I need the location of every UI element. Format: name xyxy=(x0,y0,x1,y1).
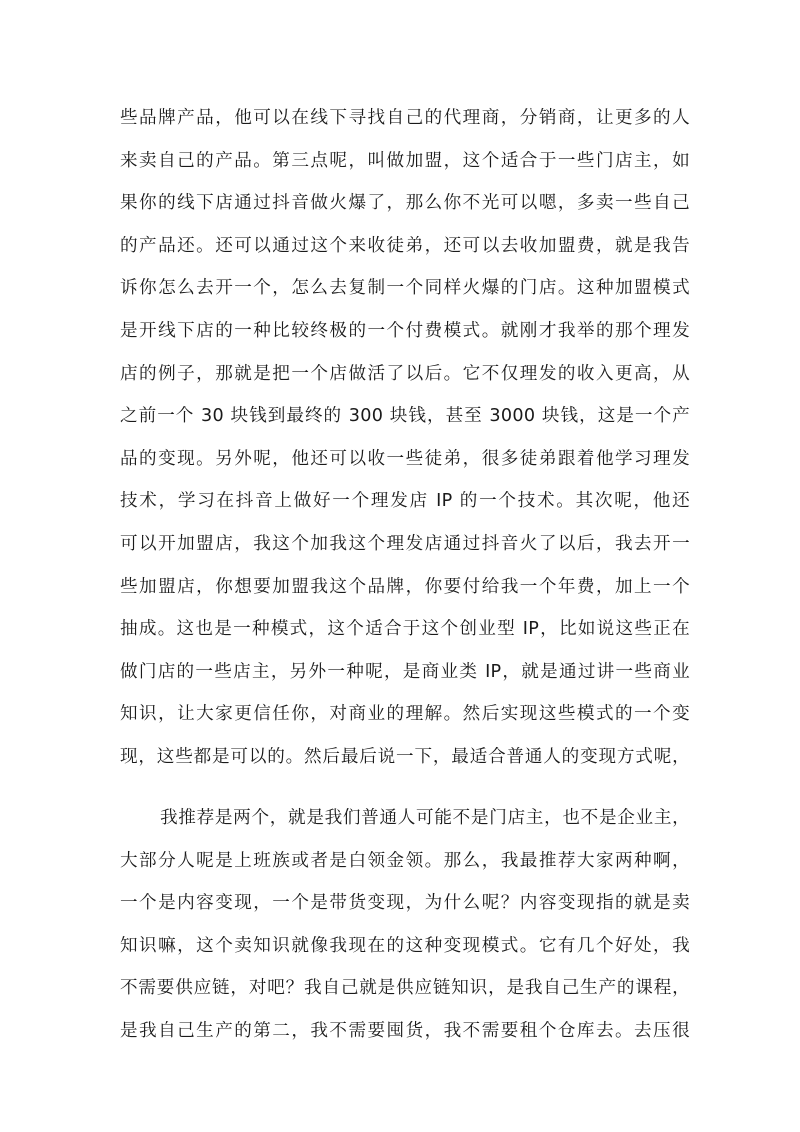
text-line: 的产品还。还可以通过这个来收徒弟，还可以去收加盟费，就是我告 xyxy=(120,235,690,256)
text-line: 知识，让大家更信任你，对商业的理解。然后实现这些模式的一个变 xyxy=(120,704,690,725)
text-line: 些品牌产品，他可以在线下寻找自己的代理商，分销商，让更多的人 xyxy=(120,108,690,128)
text-line: 现，这些都是可以的。然后最后说一下，最适合普通人的变现方式呢， xyxy=(120,746,690,767)
text-line: 大部分人呢是上班族或者是白领金领。那么，我最推荐大家两种啊， xyxy=(120,850,690,871)
text-line: 是我自己生产的第二，我不需要囤货，我不需要租个仓库去。去压很 xyxy=(120,1020,690,1041)
text-line: 抽成。这也是一种模式，这个适合于这个创业型 IP，比如说这些正在 xyxy=(120,619,690,640)
paragraph-2 xyxy=(120,797,690,1053)
paragraph-1 xyxy=(120,97,690,779)
text-line: 果你的线下店通过抖音做火爆了，那么你不光可以嗯，多卖一些自己 xyxy=(120,193,690,214)
text-line: 一个是内容变现，一个是带货变现，为什么呢？内容变现指的就是卖 xyxy=(120,893,690,914)
text-line: 店的例子，那就是把一个店做活了以后。它不仅理发的收入更高，从 xyxy=(120,363,690,384)
text-line: 我推荐是两个，就是我们普通人可能不是门店主，也不是企业主， xyxy=(160,808,690,828)
text-line: 些加盟店，你想要加盟我这个品牌，你要付给我一个年费，加上一个 xyxy=(120,576,690,597)
text-line: 来卖自己的产品。第三点呢，叫做加盟，这个适合于一些门店主，如 xyxy=(120,150,690,171)
text-line: 可以开加盟店，我这个加我这个理发店通过抖音火了以后，我去开一 xyxy=(120,533,690,554)
text-line: 是开线下店的一种比较终极的一个付费模式。就刚才我举的那个理发 xyxy=(120,320,690,341)
text-line: 做门店的一些店主，另外一种呢，是商业类 IP，就是通过讲一些商业 xyxy=(120,661,690,682)
text-line: 诉你怎么去开一个，怎么去复制一个同样火爆的门店。这种加盟模式 xyxy=(120,278,690,299)
text-line: 之前一个 30 块钱到最终的 300 块钱，甚至 3000 块钱，这是一个产 xyxy=(120,406,690,427)
text-line: 不需要供应链，对吧？我自己就是供应链知识，是我自己生产的课程， xyxy=(120,978,690,999)
text-line: 品的变现。另外呢，他还可以收一些徒弟，很多徒弟跟着他学习理发 xyxy=(120,448,690,469)
text-line: 知识嘛，这个卖知识就像我现在的这种变现模式。它有几个好处，我 xyxy=(120,935,690,956)
text-line: 技术，学习在抖音上做好一个理发店 IP 的一个技术。其次呢，他还 xyxy=(120,491,690,512)
